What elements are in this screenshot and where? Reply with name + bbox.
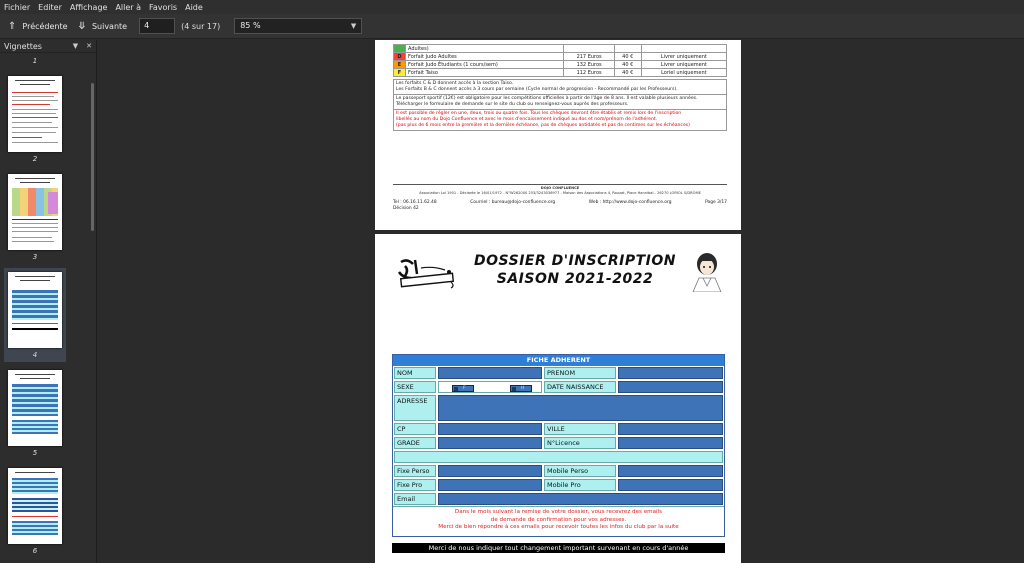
previous-page-button[interactable] bbox=[8, 16, 68, 36]
table-row: E Forfait Judo Étudiants (1 cours/sem) 132 Euros 40 € Livrer uniquement bbox=[394, 61, 727, 69]
prenom-field[interactable] bbox=[618, 367, 723, 379]
thumbnail-page-3[interactable] bbox=[8, 174, 62, 250]
licence-label: N°Licence bbox=[544, 437, 616, 449]
form-note: Dans le mois suivant la remise de votre dossier, vous recevrez des emails de demande de confirmation pour vos adresses. Merci de bien répondre à ces emails pour recevoir toutes les infos du club par la suite bbox=[393, 506, 724, 536]
ville-label: VILLE bbox=[544, 423, 616, 435]
menu-fichier[interactable]: Fichier bbox=[4, 2, 31, 12]
nom-label: NOM bbox=[394, 367, 436, 379]
sexe-label: SEXE bbox=[394, 381, 436, 393]
footer-divider bbox=[393, 184, 727, 185]
notes-block-1: Les forfaits C & D donnent accès à la section Taiso. Les Forfaits B & C donnent accès à 3 cours par semaine (Cycle normal de progression - Recommandé par les Professeurs). bbox=[393, 79, 727, 95]
form-row-grade bbox=[393, 436, 724, 450]
form-row-email bbox=[393, 492, 724, 506]
adresse-label: ADRESSE bbox=[394, 395, 436, 421]
document-view[interactable] bbox=[98, 40, 1024, 563]
date-label: DATE NAISSANCE bbox=[544, 381, 616, 393]
thumbnails-sidebar bbox=[0, 40, 97, 563]
next-label: Suivante bbox=[91, 21, 128, 31]
date-naissance-field[interactable] bbox=[618, 381, 723, 393]
form-title: FICHE ADHERENT bbox=[393, 355, 724, 366]
grade-field[interactable] bbox=[438, 437, 542, 449]
notes-block-2: Le passeport sportif (12€) est obligatoire pour les compétitions officielles à partir de l'âge de 8 ans. Il est valable plusieurs années. Télécharger le formulaire de demande sur le site du club ou renseignez-vous auprès des professeurs. bbox=[393, 94, 727, 110]
form-row-adresse bbox=[393, 394, 724, 422]
dojo-logo bbox=[393, 254, 469, 290]
grade-label: GRADE bbox=[394, 437, 436, 449]
pricing-table bbox=[393, 44, 727, 77]
sexe-f-checkbox[interactable]: F bbox=[452, 385, 474, 392]
cp-label: CP bbox=[394, 423, 436, 435]
arrow-up-icon: ⇑ bbox=[8, 20, 17, 32]
thumbnail-page-5[interactable] bbox=[8, 370, 62, 446]
toolbar bbox=[0, 14, 1024, 39]
thumbnail-page-6[interactable] bbox=[8, 468, 62, 544]
form-row-fixe-pro bbox=[393, 478, 724, 492]
footer-legal: Association Loi 1901 - Déclarée le 16/01/1972 - N°W262000 253/3243036977 - Maison des Associations 4, Rouzat, Place Hannibal - 26270 LORIOL S/DRÔME bbox=[419, 191, 701, 195]
form-row-name bbox=[393, 366, 724, 380]
payment-notes: Il est possible de régler en une, deux, trois ou quatre fois. Tous les chèques devront être établis et remis lors de l'inscription libellés au nom du Dojo Confluence et avec le mois d'encaissement indiqué au dos et nom/prénom de l'adhérent. (pas plus de 6 mois entre la première et la dernière échéance, pas de chèques antidatés et pas de centimes sur les échéances) bbox=[393, 109, 727, 131]
sidebar-scrollbar[interactable] bbox=[91, 83, 94, 231]
thumb-number: 3 bbox=[32, 253, 38, 261]
footer-title: DOJO CONFLUENCE bbox=[540, 186, 580, 190]
sexe-options bbox=[438, 381, 542, 393]
pdf-page-4 bbox=[375, 234, 741, 563]
sexe-h-checkbox[interactable]: H bbox=[510, 385, 532, 392]
mobile-pro-field[interactable] bbox=[618, 479, 723, 491]
dossier-title: DOSSIER D'INSCRIPTION SAISON 2021-2022 bbox=[474, 253, 676, 287]
ville-field[interactable] bbox=[618, 423, 723, 435]
email-label: Email bbox=[394, 493, 436, 505]
mobile-perso-field[interactable] bbox=[618, 465, 723, 477]
fixe-pro-label: Fixe Pro bbox=[394, 479, 436, 491]
footer-email: Courriel : bureau@dojo-confluence.org bbox=[470, 200, 556, 205]
mobile-perso-label: Mobile Perso bbox=[544, 465, 616, 477]
footer-web: Web : http://www.dojo-confluence.org bbox=[588, 200, 672, 205]
thumbnail-list bbox=[0, 54, 90, 563]
menubar bbox=[0, 0, 1024, 14]
fixe-perso-field[interactable] bbox=[438, 465, 542, 477]
thumb-number: 1 bbox=[32, 57, 38, 65]
fixe-pro-field[interactable] bbox=[438, 479, 542, 491]
next-page-button[interactable] bbox=[78, 16, 128, 36]
licence-field[interactable] bbox=[618, 437, 723, 449]
pdf-page-3 bbox=[375, 40, 741, 230]
menu-editer[interactable]: Editer bbox=[38, 2, 62, 12]
thumbnail-page-2[interactable] bbox=[8, 76, 62, 152]
thumb-number: 5 bbox=[32, 449, 38, 457]
member-form bbox=[392, 354, 725, 537]
footer-contacts bbox=[393, 200, 727, 205]
form-row-spacer bbox=[393, 450, 724, 464]
form-row-fixe-perso bbox=[393, 464, 724, 478]
menu-aller[interactable]: Aller à bbox=[115, 2, 142, 12]
adresse-field[interactable] bbox=[438, 395, 723, 421]
thumb-number: 4 bbox=[32, 351, 38, 359]
cp-field[interactable] bbox=[438, 423, 542, 435]
judoka-illustration bbox=[687, 250, 727, 292]
form-row-cp bbox=[393, 422, 724, 436]
sidebar-title: Vignettes bbox=[4, 41, 42, 51]
close-icon[interactable]: ✕ bbox=[86, 42, 92, 50]
sidebar-header bbox=[0, 40, 96, 53]
menu-affichage[interactable]: Affichage bbox=[69, 2, 108, 12]
previous-label: Précédente bbox=[22, 21, 68, 31]
page-number-input[interactable]: 4 bbox=[139, 18, 175, 34]
footer-tel: Tel : 06.16.11.62.48 bbox=[393, 200, 437, 205]
spacer-band bbox=[394, 451, 723, 463]
zoom-select[interactable] bbox=[234, 18, 362, 34]
chevron-down-icon: ▼ bbox=[350, 22, 357, 30]
table-row: Adultes) bbox=[394, 45, 727, 53]
prenom-label: PRENOM bbox=[544, 367, 616, 379]
email-field[interactable] bbox=[438, 493, 723, 505]
footer-decision: Décision 42 bbox=[393, 206, 419, 211]
thumb-number: 6 bbox=[32, 547, 38, 555]
nom-field[interactable] bbox=[438, 367, 542, 379]
sidebar-dropdown-icon[interactable]: ▼ bbox=[72, 42, 79, 50]
change-notice-banner: Merci de nous indiquer tout changement important survenant en cours d'année bbox=[392, 543, 725, 553]
table-row: D Forfait Judo Adultes 217 Euros 40 € Livrer uniquement bbox=[394, 53, 727, 61]
zoom-value: 85 % bbox=[240, 21, 261, 30]
menu-aide[interactable]: Aide bbox=[185, 2, 203, 12]
mobile-pro-label: Mobile Pro bbox=[544, 479, 616, 491]
form-row-sexe bbox=[393, 380, 724, 394]
arrow-down-icon: ⤋ bbox=[77, 20, 86, 32]
fixe-perso-label: Fixe Perso bbox=[394, 465, 436, 477]
page-count: (4 sur 17) bbox=[181, 21, 221, 31]
thumbnail-page-4[interactable] bbox=[8, 272, 62, 348]
menu-favoris[interactable]: Favoris bbox=[149, 2, 178, 12]
footer-page: Page 3/17 bbox=[705, 200, 727, 205]
table-row: F Forfait Taiso 112 Euros 40 € Loriel uniquement bbox=[394, 69, 727, 77]
thumb-number: 2 bbox=[32, 155, 38, 163]
